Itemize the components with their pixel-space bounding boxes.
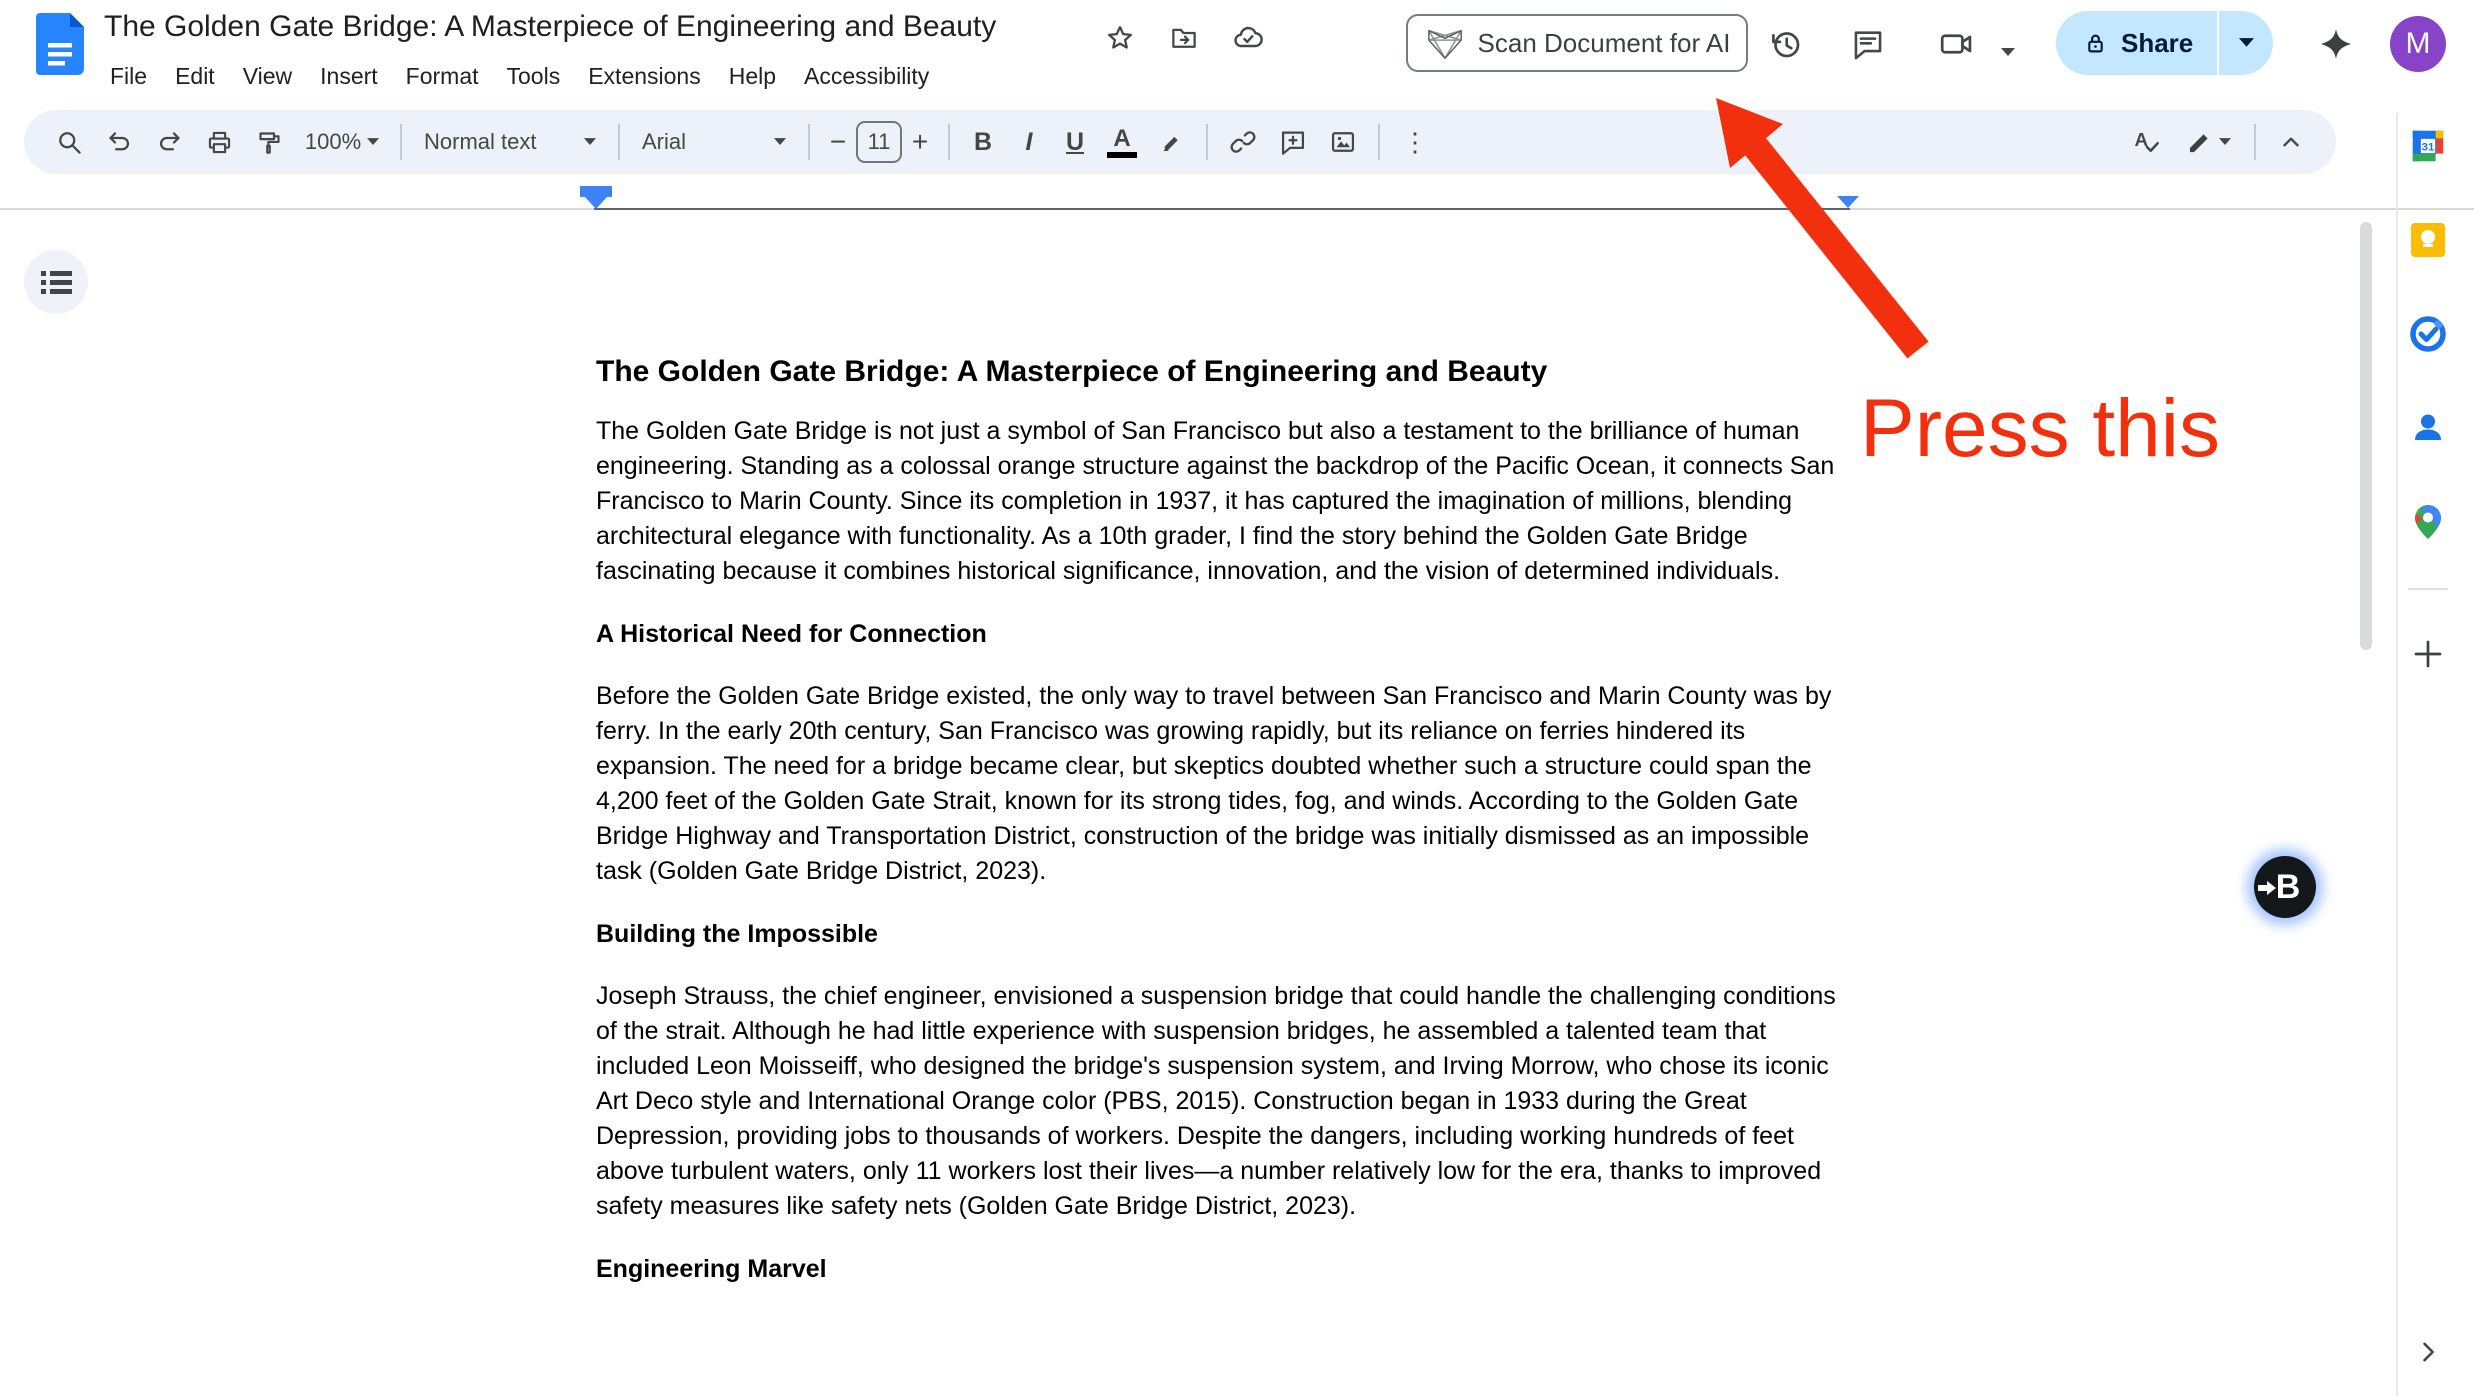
text-color-button[interactable]: A [1098, 126, 1146, 158]
doc-title-heading: The Golden Gate Bridge: A Masterpiece of Engineering and Beauty [596, 355, 1548, 388]
left-indent-marker[interactable] [585, 197, 607, 209]
share-button-group [2056, 11, 2273, 75]
editing-mode-select[interactable] [2172, 117, 2244, 167]
extension-floating-button[interactable] [2254, 856, 2316, 918]
move-folder-icon[interactable] [1168, 22, 1200, 54]
menu-item-format[interactable]: Format [405, 63, 479, 89]
ruler-page-extent [594, 208, 1850, 210]
video-call-chevron-down-icon[interactable] [1996, 32, 2020, 72]
doc-paragraph: Before the Golden Gate Bridge existed, the only way to travel between San Francisco and Marin County was by ferry. In the early 20th century, San Francisco was growing rapidly, but its reliance on ferries hindered its expansion. The need for a bridge became clear, but skeptics doubted whether such a structure could span the 4,200 feet of the Golden Gate Strait, known for its strong tides, fog, and winds. According to the Golden Gate Bridge Highway and Transportation District, construction of the bridge was initially dismissed as an impossible task (Golden Gate Bridge District, 2023). [596, 682, 1832, 885]
document-title[interactable]: The Golden Gate Bridge: A Masterpiece of Engineering and Beauty [104, 10, 997, 43]
contacts-icon[interactable] [2406, 406, 2450, 450]
lock-icon [2082, 30, 2109, 57]
share-dropdown-chevron-icon[interactable] [2219, 11, 2273, 75]
docs-logo-icon[interactable] [36, 13, 84, 75]
doc-section-heading: Building the Impossible [596, 920, 878, 948]
toolbar-divider [2254, 124, 2256, 160]
menu-item-edit[interactable]: Edit [175, 63, 215, 89]
bold-button[interactable]: B [973, 127, 993, 156]
font-size-input[interactable]: 11 [856, 121, 902, 163]
menu-item-accessibility[interactable]: Accessibility [804, 63, 930, 89]
scan-button-label: Scan Document for AI [1477, 27, 1731, 58]
chevron-down-icon [774, 138, 786, 146]
doc-section-heading: A Historical Need for Connection [596, 620, 987, 648]
increase-font-size-button[interactable]: + [911, 126, 929, 157]
arrow-right-icon [2258, 880, 2276, 896]
document-page[interactable] [596, 340, 1854, 1314]
add-comment-icon[interactable] [1268, 117, 1318, 167]
redo-icon[interactable] [144, 117, 194, 167]
tasks-icon[interactable] [2406, 312, 2450, 356]
print-icon[interactable] [194, 117, 244, 167]
chevron-down-icon [367, 138, 379, 146]
toolbar-divider [400, 124, 402, 160]
comments-icon[interactable] [1848, 24, 1888, 64]
toolbar-divider [1378, 124, 1380, 160]
svg-text:31: 31 [2421, 141, 2435, 154]
highlight-icon[interactable] [1146, 117, 1196, 167]
keep-icon[interactable] [2406, 218, 2450, 262]
maps-icon[interactable] [2406, 500, 2450, 544]
document-outline-button[interactable] [24, 250, 88, 314]
decrease-font-size-button[interactable]: − [829, 126, 847, 157]
search-icon[interactable] [44, 117, 94, 167]
toolbar-divider [948, 124, 950, 160]
header [0, 0, 2474, 112]
font-family-select[interactable] [630, 117, 798, 167]
toolbar-divider [618, 124, 620, 160]
version-history-icon[interactable] [1766, 24, 1806, 64]
underline-button[interactable]: U [1065, 127, 1085, 156]
pencil-icon [2186, 129, 2213, 156]
insert-image-icon[interactable] [1318, 117, 1368, 167]
avatar-initial: M [2405, 27, 2431, 60]
chevron-down-icon [584, 138, 596, 146]
calendar-icon[interactable] [2406, 124, 2450, 168]
toolbar-right-group [2122, 117, 2316, 167]
share-button-label: Share [2121, 27, 2194, 58]
spellcheck-icon[interactable] [2122, 117, 2172, 167]
gemini-sparkle-icon[interactable] [2316, 24, 2356, 64]
cloud-saved-icon[interactable] [1232, 22, 1264, 54]
formatting-toolbar [24, 110, 2336, 174]
doc-paragraph: The Golden Gate Bridge is not just a symbol of San Francisco but also a testament to the brilliance of human engineering. Standing as a colossal orange structure against the backdrop of the Pacific Ocean, it connects San Francisco to Marin County. Since its completion in 1937, it has captured the imagination of millions, blending architectural elegance with functionality. As a 10th grader, I find the story behind the Golden Gate Bridge fascinating because it combines historical significance, innovation, and the vision of determined individuals. [596, 417, 1835, 585]
doc-section-heading: Engineering Marvel [596, 1255, 827, 1283]
scan-document-for-ai-button[interactable] [1406, 14, 1748, 72]
italic-button[interactable]: I [1025, 127, 1033, 156]
menu-item-extensions[interactable]: Extensions [588, 63, 701, 89]
extension-logo: B [2270, 868, 2301, 907]
origami-fox-icon [1424, 24, 1466, 62]
first-line-indent-marker[interactable] [580, 186, 612, 197]
title-action-icons [1104, 22, 1264, 54]
menu-item-insert[interactable]: Insert [320, 63, 378, 89]
toolbar-divider [808, 124, 810, 160]
press-this-label: Press this [1860, 383, 2220, 474]
paint-format-icon[interactable] [244, 117, 294, 167]
menu-item-file[interactable]: File [110, 63, 148, 89]
menu-item-view[interactable]: View [242, 63, 293, 89]
share-button[interactable] [2056, 11, 2217, 75]
right-indent-marker[interactable] [1837, 196, 1859, 208]
more-options-icon[interactable]: ⋮ [1402, 126, 1428, 157]
collapse-chevron-icon[interactable] [2408, 1332, 2448, 1372]
hide-menus-chevron-icon[interactable] [2266, 117, 2316, 167]
video-call-icon[interactable] [1936, 24, 1976, 64]
vertical-scrollbar[interactable] [2360, 222, 2372, 650]
doc-paragraph: Joseph Strauss, the chief engineer, envisioned a suspension bridge that could handle the challenging conditions of the strait. Although he had little experience with suspension bridges, he assembled a talented team that included Leon Moisseiff, who designed the bridge's suspension system, and Irving Morrow, who chose its iconic Art Deco style and International Orange color (PBS, 2015). Construction began in 1933 during the Great Depression, providing jobs to thousands of workers. Despite the dangers, including working hundreds of feet above turbulent waters, only 11 workers lost their lives—a number relatively low for the era, thanks to improved safety measures like safety nets (Golden Gate Bridge District, 2023). [596, 982, 1836, 1220]
toolbar-divider [1206, 124, 1208, 160]
menu-item-help[interactable]: Help [728, 63, 777, 89]
paragraph-style-select[interactable] [412, 117, 608, 167]
chevron-down-icon [2219, 138, 2231, 146]
zoom-select[interactable] [294, 117, 390, 167]
menu-item-tools[interactable]: Tools [506, 63, 561, 89]
add-addon-plus-icon[interactable] [2406, 632, 2450, 676]
zoom-value: 100% [304, 129, 362, 154]
paragraph-style-value: Normal text [424, 129, 537, 154]
link-icon[interactable] [1218, 117, 1268, 167]
font-family-value: Arial [642, 129, 687, 154]
menu-bar [96, 56, 943, 96]
star-icon[interactable] [1104, 22, 1136, 54]
side-panel-separator [2408, 588, 2448, 590]
undo-icon[interactable] [94, 117, 144, 167]
account-avatar[interactable] [2390, 16, 2446, 72]
side-panel-divider [2396, 113, 2398, 1396]
svg-text:A: A [2134, 128, 2149, 150]
